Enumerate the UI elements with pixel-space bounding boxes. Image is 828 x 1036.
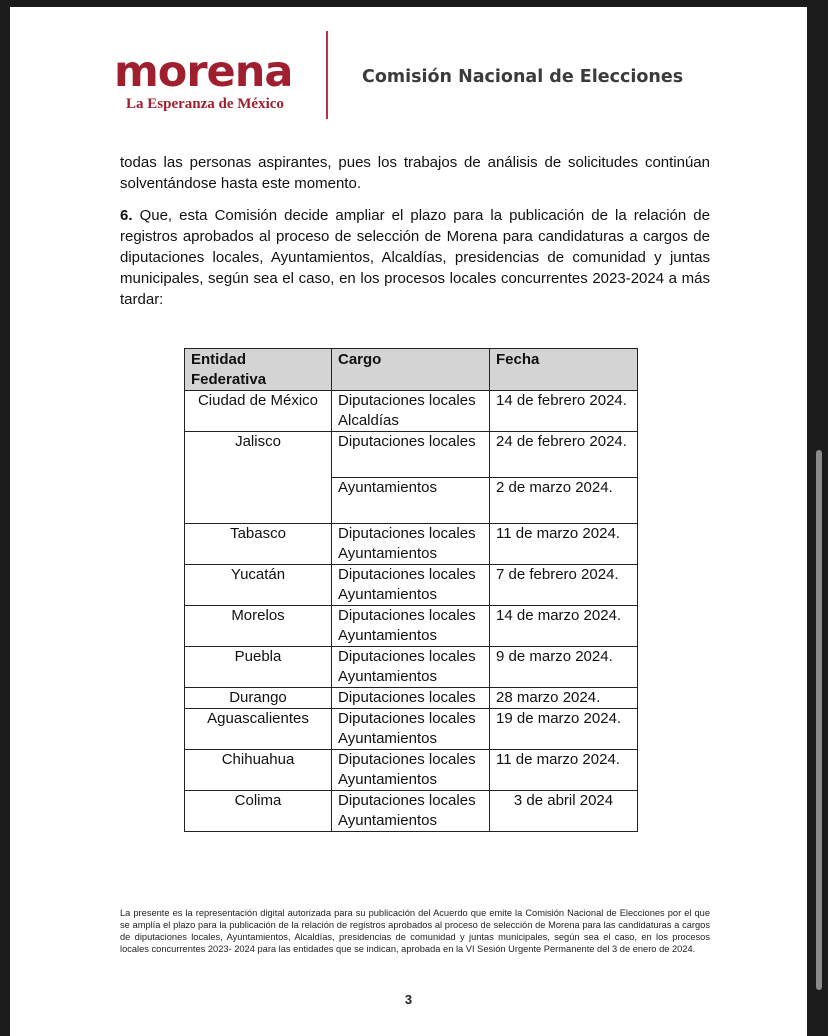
cargo-line: Ayuntamientos bbox=[338, 627, 437, 644]
cell-cargo bbox=[332, 391, 490, 432]
cell-fecha: 11 de marzo 2024. bbox=[490, 750, 638, 791]
cell-fecha: 11 de marzo 2024. bbox=[490, 524, 638, 565]
cell-cargo bbox=[332, 709, 490, 750]
cargo-line: Diputaciones locales bbox=[338, 689, 476, 706]
cargo-line: Ayuntamientos bbox=[338, 812, 437, 829]
cell-cargo bbox=[332, 524, 490, 565]
cell-cargo bbox=[332, 606, 490, 647]
header-divider bbox=[326, 31, 328, 119]
header-fecha: Fecha bbox=[490, 349, 638, 391]
cell-entidad: Yucatán bbox=[185, 565, 332, 606]
cargo-line: Diputaciones locales bbox=[338, 710, 476, 727]
cargo-line: Alcaldías bbox=[338, 412, 399, 429]
table-row bbox=[185, 606, 638, 647]
cell-entidad: Morelos bbox=[185, 606, 332, 647]
cell-entidad: Tabasco bbox=[185, 524, 332, 565]
cell-cargo bbox=[332, 688, 490, 709]
morena-logo bbox=[114, 49, 292, 113]
cargo-line: Diputaciones locales bbox=[338, 607, 476, 624]
schedule-table bbox=[184, 348, 638, 832]
cell-entidad: Colima bbox=[185, 791, 332, 832]
cargo-line: Ayuntamientos bbox=[338, 771, 437, 788]
cell-cargo: Ayuntamientos bbox=[332, 478, 490, 524]
cell-cargo bbox=[332, 647, 490, 688]
cargo-line: Diputaciones locales bbox=[338, 566, 476, 583]
paragraph-six-text: Que, esta Comisión decide ampliar el plazo para la publicación de la relación de registros aprobados al proceso de selección de Morena para candidaturas a cargos de diputaciones locales, Ayuntamientos, Alcaldías, presidencias de comunidad y juntas municipales, según sea el caso, en los procesos locales concurrentes 2023-2024 a más tardar: bbox=[120, 207, 710, 308]
footer-note: La presente es la representación digital autorizada para su publicación del Acuerdo que emite la Comisión Nacional de Elecciones por el que se amplía el plazo para la publicación de la relación de registros aprobados al proceso de selección de Morena para las candidaturas a cargos de diputaciones locales, Ayuntamientos, Alcaldías, presidencias de comunidad y juntas municipales, según sea el caso, en los procesos locales concurrentes 2023- 2024 para las entidades que se indican, aprobada en la VI Sesión Urgente Permanente del 3 de enero de 2024. bbox=[120, 908, 710, 954]
table-header-row bbox=[185, 349, 638, 391]
cargo-line: Diputaciones locales bbox=[338, 648, 476, 665]
cell-cargo: Diputaciones locales bbox=[332, 432, 490, 478]
cargo-line: Diputaciones locales bbox=[338, 525, 476, 542]
vertical-scrollbar[interactable] bbox=[816, 450, 822, 990]
table-row bbox=[185, 709, 638, 750]
paragraph-continuation: todas las personas aspirantes, pues los trabajos de análisis de solicitudes continúan solventándose hasta este momento. bbox=[120, 154, 710, 192]
table-row bbox=[185, 524, 638, 565]
cell-fecha: 9 de marzo 2024. bbox=[490, 647, 638, 688]
logo-wordmark: morena bbox=[114, 47, 293, 97]
cell-cargo bbox=[332, 791, 490, 832]
cell-entidad: Puebla bbox=[185, 647, 332, 688]
paragraph-number: 6. bbox=[120, 207, 133, 224]
cargo-line: Diputaciones locales bbox=[338, 751, 476, 768]
cell-fecha: 14 de febrero 2024. bbox=[490, 391, 638, 432]
cell-fecha: 28 marzo 2024. bbox=[490, 688, 638, 709]
cell-entidad: Chihuahua bbox=[185, 750, 332, 791]
cell-entidad: Durango bbox=[185, 688, 332, 709]
header-entidad: Entidad Federativa bbox=[185, 349, 332, 391]
table-row bbox=[185, 750, 638, 791]
table-row bbox=[185, 565, 638, 606]
cell-fecha: 19 de marzo 2024. bbox=[490, 709, 638, 750]
cell-cargo bbox=[332, 565, 490, 606]
cargo-line: Ayuntamientos bbox=[338, 586, 437, 603]
table-row bbox=[185, 391, 638, 432]
header-cargo: Cargo bbox=[332, 349, 490, 391]
cell-entidad: Jalisco bbox=[185, 432, 332, 524]
page-number: 3 bbox=[404, 992, 413, 1007]
cell-fecha: 2 de marzo 2024. bbox=[490, 478, 638, 524]
cell-fecha: 3 de abril 2024 bbox=[490, 791, 638, 832]
cargo-line: Ayuntamientos bbox=[338, 668, 437, 685]
cargo-line: Diputaciones locales bbox=[338, 792, 476, 809]
table-row bbox=[185, 647, 638, 688]
cargo-line: Ayuntamientos bbox=[338, 545, 437, 562]
table-row bbox=[185, 432, 638, 478]
paragraph-six bbox=[120, 205, 710, 310]
cell-entidad: Aguascalientes bbox=[185, 709, 332, 750]
table-row bbox=[185, 791, 638, 832]
header-title: Comisión Nacional de Elecciones bbox=[362, 67, 684, 87]
table-row bbox=[185, 688, 638, 709]
document-page bbox=[10, 7, 807, 1036]
cell-fecha: 7 de febrero 2024. bbox=[490, 565, 638, 606]
cell-entidad: Ciudad de México bbox=[185, 391, 332, 432]
logo-tagline: La Esperanza de México bbox=[126, 96, 284, 112]
cargo-line: Diputaciones locales bbox=[338, 392, 476, 409]
cell-cargo bbox=[332, 750, 490, 791]
cargo-line: Ayuntamientos bbox=[338, 730, 437, 747]
cell-fecha: 24 de febrero 2024. bbox=[490, 432, 638, 478]
cell-fecha: 14 de marzo 2024. bbox=[490, 606, 638, 647]
